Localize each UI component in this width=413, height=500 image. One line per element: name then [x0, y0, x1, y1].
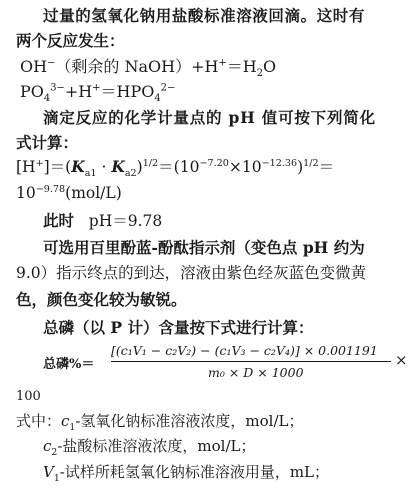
total-phosphorus-formula [43, 341, 408, 385]
paragraph-two-reactions: 两个反应发生： [16, 31, 125, 50]
formula-denominator: m₀ × D × 1000 [208, 365, 304, 380]
formula-times: × [395, 351, 408, 369]
ph-value-line: 此时 pH＝9.78 [43, 211, 163, 230]
fraction-bar [111, 361, 391, 362]
paragraph-back-titration: 过量的氢氧化钠用盐酸标准溶液回滴。这时有 [43, 6, 366, 25]
paragraph-indicator-end: 色，颜色变化较为敏锐。 [16, 290, 187, 309]
equation-h-result: $10^{-9.78}(mol/L)$ [16, 183, 122, 202]
equation-h-concentration: $[H^+]=(K_{a1} \cdot K_{a2})^{1/2}=(10^{-7.20}\times 10^{-12.36})^{1/2}=$ [16, 157, 335, 180]
definition-c2: $c_2-$盐酸标准溶液浓度，mol/L； [43, 437, 256, 458]
formula-label: 总磷%＝ [43, 357, 95, 372]
equation-hydroxide: OH−（剩余的 $NaOH)+H^+=H_2O$ [20, 57, 277, 80]
formula-numerator: [(c₁V₁ − c₂V₂) − (c₁V₃ − c₂V₄)] × 0.001191 [111, 343, 378, 358]
definition-v1: $V_1-$试样所耗氢氧化钠标准溶液用量，mL； [43, 463, 330, 484]
equation-phosphate: $PO_4^{3-}+H^+=HPO_4^{2-}$ [20, 82, 176, 105]
paragraph-total-phosphorus: 总磷（以 P 计）含量按下式进行计算： [43, 318, 314, 337]
formula-multiplier: 100 [16, 389, 41, 404]
paragraph-formula-intro: 式计算： [16, 133, 79, 152]
paragraph-indicator: 可选用百里酚蓝-酚酞指示剂（变色点 pH 约为 [43, 238, 365, 257]
paragraph-ph-calc: 滴定反应的化学计量点的 pH 值可按下列简化 [43, 108, 376, 127]
paragraph-indicator-cont: 9.0）指示终点的到达，溶液由紫色经灰蓝色变微黄 [16, 264, 367, 282]
definition-c1: 式中：$c_1-$氢氧化钠标准溶液浓度，mol/L； [16, 412, 304, 433]
